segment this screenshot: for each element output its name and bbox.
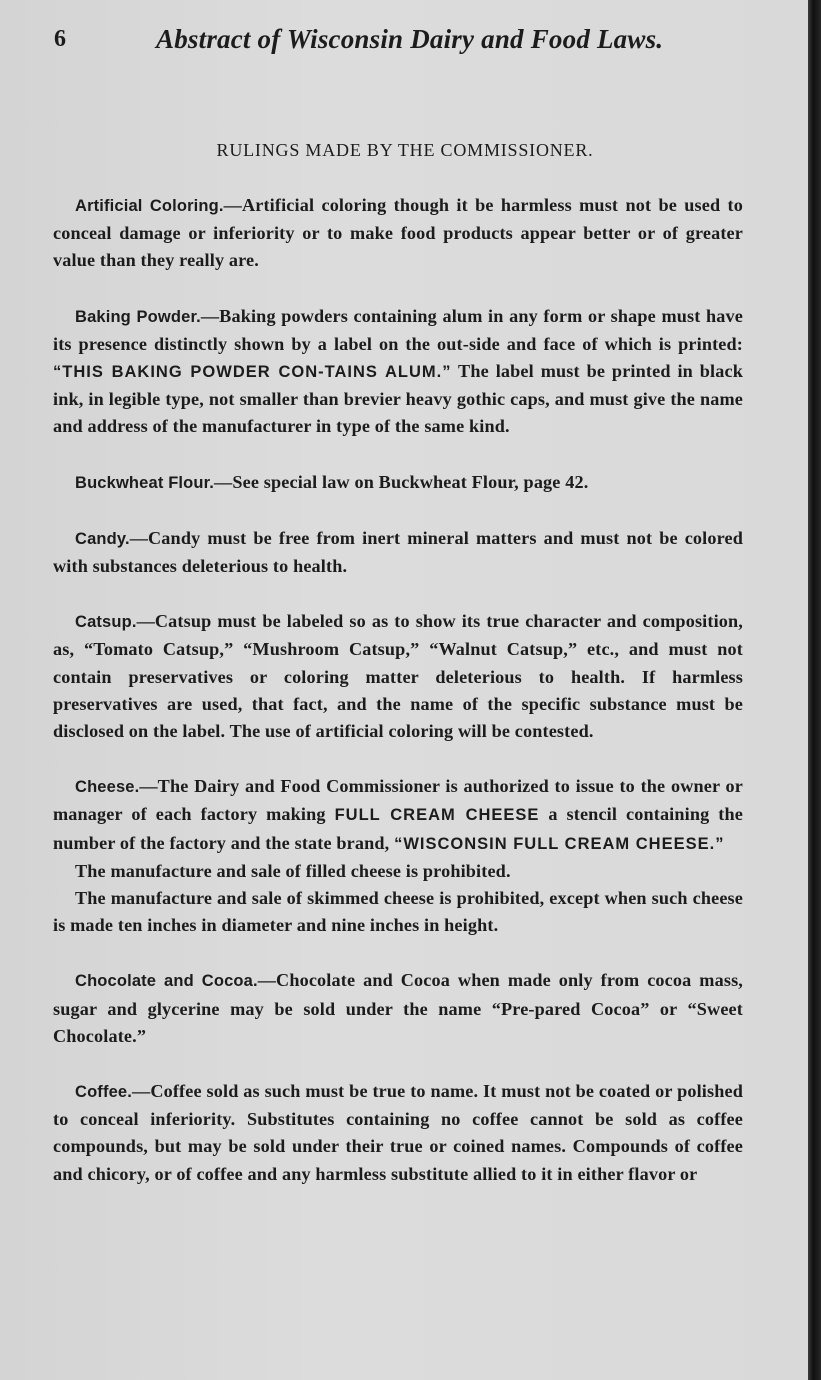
entry-buckwheat-flour bbox=[53, 469, 743, 497]
entry-heading: Catsup. bbox=[75, 613, 137, 632]
page-number: 6 bbox=[54, 26, 66, 52]
state-brand-text: “WISCONSIN FULL CREAM CHEESE.” bbox=[394, 834, 725, 853]
entry-catsup bbox=[53, 608, 743, 745]
entry-text: —Coffee sold as such must be true to name. It must not be coated or polished to conceal inferiority. Substitutes containing no coffee cannot be sold as coffee compounds, but may be sold under their true or coined names. Compounds of coffee and chicory, or of coffee and any harmless substitute allied to it in either flavor or bbox=[53, 1081, 743, 1184]
rulings-body bbox=[53, 192, 743, 1188]
entry-text: —Catsup must be labeled so as to show its true character and composition, as, “Tomato Catsup,” “Mushroom Catsup,” “Walnut Catsup,” etc., and must not contain preservatives or coloring matter deleterious to health. If harmless preservatives are used, that fact, and the name of the specific substance must be disclosed on the label. The use of artificial coloring will be contested. bbox=[53, 611, 743, 742]
entry-paragraph: The manufacture and sale of skimmed cheese is prohibited, except when such cheese is made ten inches in diameter and nine inches in height. bbox=[53, 888, 743, 936]
entry-heading: Coffee. bbox=[75, 1083, 132, 1102]
entry-heading: Candy. bbox=[75, 529, 130, 548]
entry-artificial-coloring bbox=[53, 192, 743, 275]
entry-text: —Candy must be free from inert mineral matters and must not be colored with substances deleterious to health. bbox=[53, 527, 743, 577]
entry-chocolate-cocoa bbox=[53, 967, 743, 1050]
entry-heading: Baking Powder. bbox=[75, 307, 201, 326]
running-title: Abstract of Wisconsin Dairy and Food Laws. bbox=[156, 24, 664, 54]
entry-text: a stencil containing the number of the factory and the state brand, bbox=[53, 804, 743, 853]
entry-text: —Artificial coloring though it be harmless must not be used to conceal damage or inferiority or to make food products appear better or of greater value than they really are. bbox=[53, 195, 743, 271]
entry-text: —See special law on Buckwheat Flour, page 42. bbox=[214, 471, 589, 492]
full-cream-cheese-text: FULL CREAM CHEESE bbox=[334, 806, 540, 825]
entry-heading: Chocolate and Cocoa. bbox=[75, 972, 258, 991]
entry-heading: Buckwheat Flour. bbox=[75, 473, 215, 492]
entry-text: —Chocolate and Cocoa when made only from cocoa mass, sugar and glycerine may be sold under the name “Pre-pared Cocoa” or “Sweet Chocolate.” bbox=[53, 970, 743, 1046]
entry-heading: Cheese. bbox=[75, 778, 140, 797]
entry-coffee bbox=[53, 1078, 743, 1188]
entry-paragraph: The manufacture and sale of filled cheese is prohibited. bbox=[75, 860, 511, 881]
running-header bbox=[54, 22, 740, 62]
entry-cheese bbox=[53, 773, 743, 939]
entry-heading: Artificial Coloring. bbox=[75, 197, 224, 215]
section-heading: RULINGS MADE BY THE COMMISSIONER. bbox=[216, 140, 594, 160]
entry-baking-powder bbox=[53, 303, 743, 441]
entry-text: —The Dairy and Food Commissioner is authorized to issue to the owner or manager of each factory making bbox=[53, 776, 743, 825]
entry-candy bbox=[53, 525, 743, 580]
required-label-text: “THIS BAKING POWDER CON-TAINS ALUM.” bbox=[53, 363, 452, 382]
entry-text: The label must be printed in black ink, in legible type, not smaller than brevier heavy gothic caps, and must give the name and address of the manufacturer in type of the same kind. bbox=[53, 361, 743, 437]
book-spine-edge bbox=[808, 0, 821, 1380]
entry-text: —Baking powders containing alum in any form or shape must have its presence distinctly shown by a label on the out-side and face of which is printed: bbox=[53, 305, 743, 354]
